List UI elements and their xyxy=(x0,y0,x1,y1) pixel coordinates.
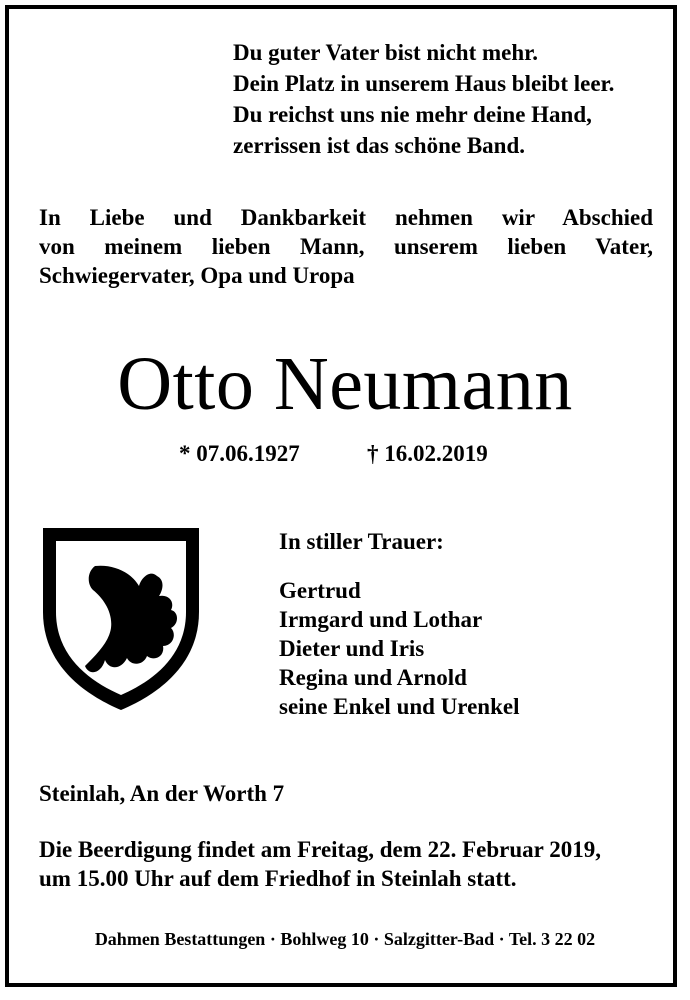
deceased-name: Otto Neumann xyxy=(117,342,573,426)
intro-text xyxy=(39,203,653,290)
intro-line: von meinem lieben Mann, unserem lieben Vater, xyxy=(39,234,653,259)
mourner-name: Dieter und Iris xyxy=(279,636,425,661)
family-address: Steinlah, An der Worth 7 xyxy=(39,781,285,806)
poem-line: Du guter Vater bist nicht mehr. xyxy=(233,40,538,65)
mourner-name: seine Enkel und Urenkel xyxy=(279,694,520,719)
poem-line: zerrissen ist das schöne Band. xyxy=(233,133,525,158)
coat-of-arms-shield-icon xyxy=(39,524,203,714)
mourner-name: Gertrud xyxy=(279,578,361,603)
birth-date: * 07.06.1927 xyxy=(179,441,300,466)
intro-line: Schwiegervater, Opa und Uropa xyxy=(39,263,355,288)
mourner-name: Regina und Arnold xyxy=(279,665,467,690)
death-date: † 16.02.2019 xyxy=(367,441,488,466)
poem xyxy=(233,37,614,161)
mourners xyxy=(279,527,520,721)
funeral-line: Die Beerdigung findet am Freitag, dem 22. Februar 2019, xyxy=(39,837,601,862)
poem-line: Dein Platz in unserem Haus bleibt leer. xyxy=(233,71,615,96)
obituary-notice xyxy=(5,5,677,987)
funeral-line: um 15.00 Uhr auf dem Friedhof in Steinlah statt. xyxy=(39,866,517,891)
funeral-info xyxy=(39,835,601,893)
intro-line: In Liebe und Dankbarkeit nehmen wir Abschied xyxy=(39,205,653,230)
poem-line: Du reichst uns nie mehr deine Hand, xyxy=(233,102,592,127)
mourner-name: Irmgard und Lothar xyxy=(279,607,483,632)
mourners-heading: In stiller Trauer: xyxy=(279,529,444,554)
undertaker-footer: Dahmen Bestattungen · Bohlweg 10 · Salzgitter-Bad · Tel. 3 22 02 xyxy=(94,929,596,949)
